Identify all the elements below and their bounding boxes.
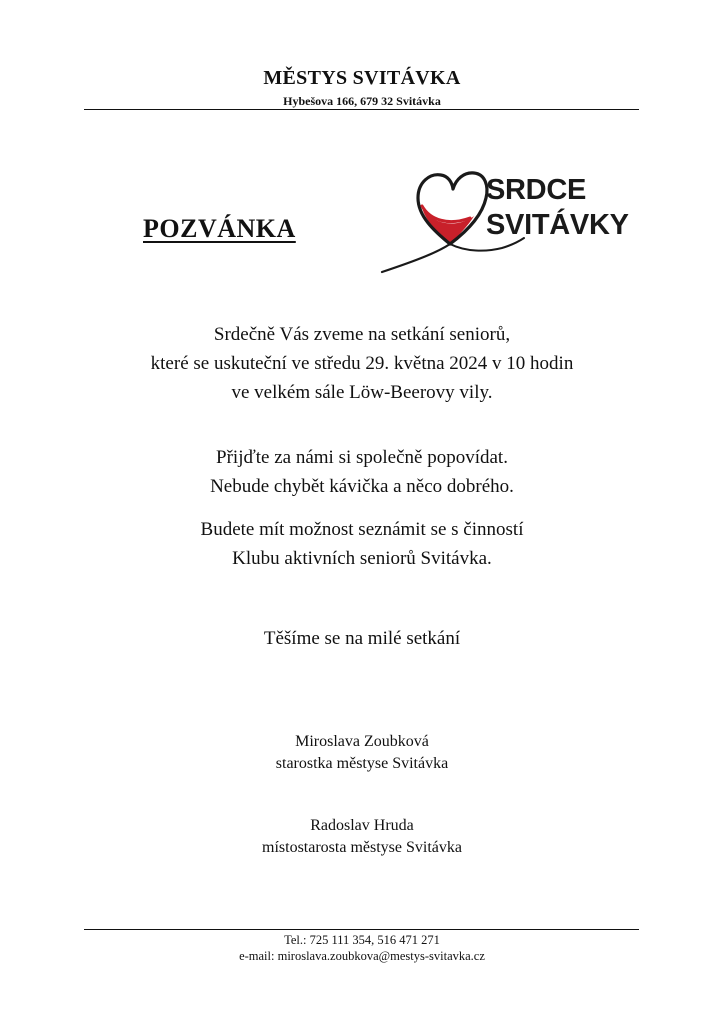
- logo-text-line2: SVITÁVKY: [486, 209, 629, 241]
- paragraph-line: ve velkém sále Löw-Beerovy vily.: [231, 382, 493, 403]
- letterhead-title: MĚSTYS SVITÁVKA: [263, 67, 461, 89]
- signatory-role: starostka městyse Svitávka: [275, 755, 449, 772]
- letterhead-address: Hybešova 166, 679 32 Svitávka: [283, 94, 441, 108]
- signatory-name: Miroslava Zoubková: [295, 733, 429, 750]
- closing-text: Těšíme se na milé setkání: [263, 628, 461, 649]
- invitation-paragraph-1: [0, 320, 724, 407]
- closing-line: [0, 624, 724, 653]
- paragraph-line: Nebude chybět kávička a něco dobrého.: [210, 476, 514, 497]
- invitation-paragraph-3: [0, 515, 724, 573]
- signature-block-2: [0, 815, 724, 859]
- signature-block-1: [0, 731, 724, 775]
- paragraph-line: které se uskuteční ve středu 29. května 2024 v 10 hodin: [150, 353, 574, 374]
- header-divider: [84, 109, 639, 110]
- footer-divider: [84, 929, 639, 930]
- signatory-role: místostarosta městyse Svitávka: [262, 839, 462, 856]
- invitation-heading: POZVÁNKA: [143, 214, 296, 243]
- footer-phone: Tel.: 725 111 354, 516 471 271: [284, 933, 440, 947]
- logo-text-line1: SRDCE: [486, 174, 587, 206]
- invitation-paragraph-2: [0, 443, 724, 501]
- signatory-name: Radoslav Hruda: [310, 817, 414, 834]
- paragraph-line: Klubu aktivních seniorů Svitávka.: [232, 548, 492, 569]
- paragraph-line: Přijďte za námi si společně popovídat.: [216, 447, 508, 468]
- paragraph-line: Srdečně Vás zveme na setkání seniorů,: [213, 324, 511, 345]
- footer-email: e-mail: miroslava.zoubkova@mestys-svitavka.cz: [239, 949, 485, 963]
- paragraph-line: Budete mít možnost seznámit se s činností: [200, 519, 524, 540]
- srdce-svitavky-logo: [378, 164, 628, 276]
